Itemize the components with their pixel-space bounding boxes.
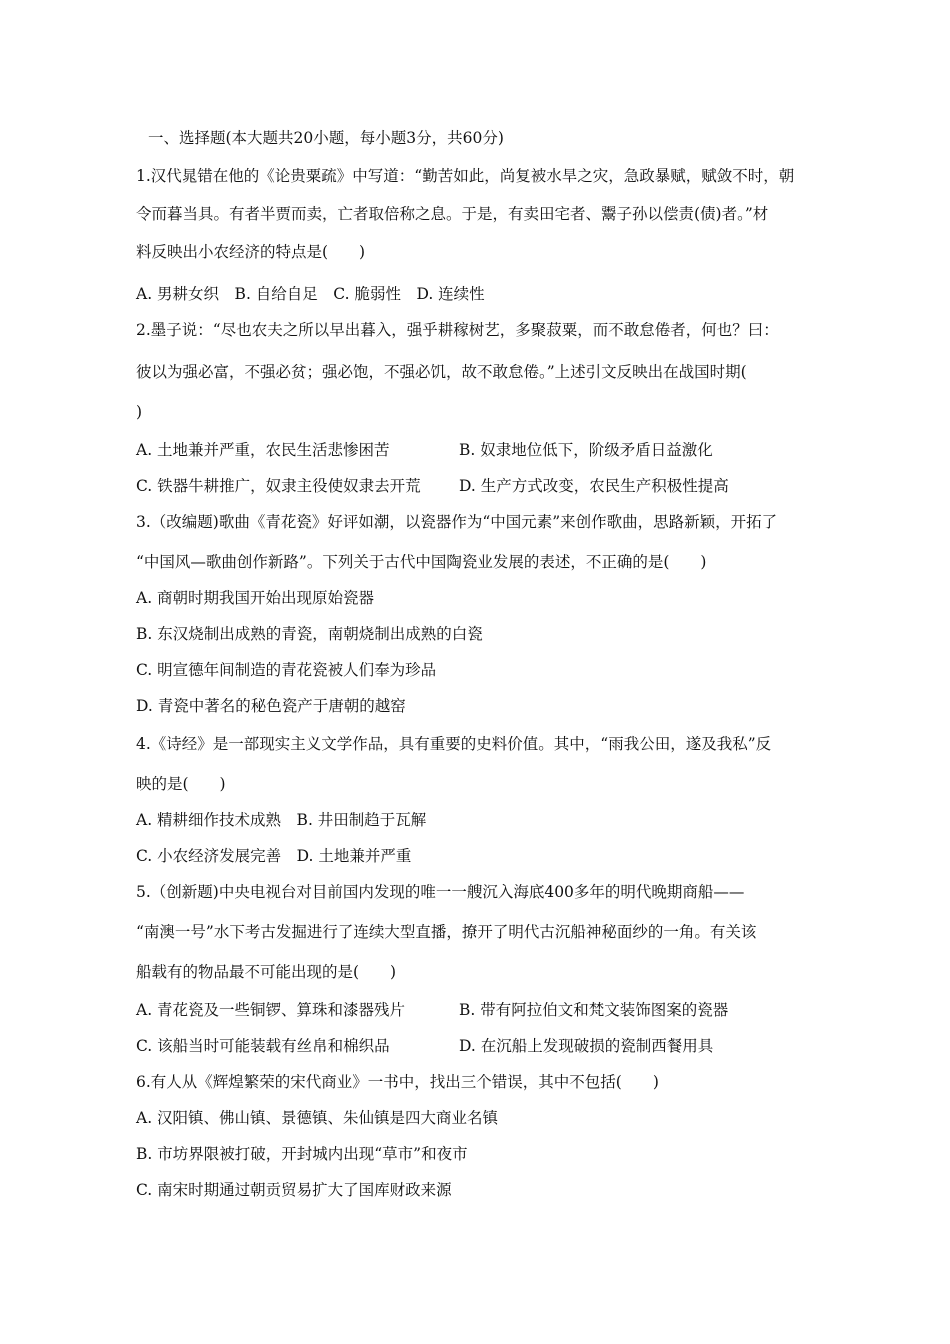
question-6-stem-line-1: 6.有人从《辉煌繁荣的宋代商业》一书中，找出三个错误，其中不包括( ) — [136, 1073, 659, 1091]
question-5-stem-line-3: 船载有的物品最不可能出现的是( ) — [136, 963, 397, 981]
question-6-option-b: B. 市坊界限被打破，开封城内出现“草市”和夜市 — [136, 1145, 468, 1163]
question-2-option-b: B. 奴隶地位低下，阶级矛盾日益激化 — [459, 441, 713, 459]
question-3-stem-line-1: 3.（改编题)歌曲《青花瓷》好评如潮，以瓷器作为“中国元素”来创作歌曲，思路新颖，开拓了 — [136, 513, 778, 531]
question-1-stem-line-2: 令而暮当具。有者半贾而卖，亡者取倍称之息。于是，有卖田宅者、鬻子孙以偿责(债)者。”材 — [136, 205, 769, 223]
question-5-option-b: B. 带有阿拉伯文和梵文装饰图案的瓷器 — [459, 1001, 729, 1019]
question-2-stem-line-1: 2.墨子说：“尽也农夫之所以早出暮入，强乎耕稼树艺，多聚菽粟，而不敢怠倦者，何也？曰： — [136, 321, 779, 339]
question-2-option-c: C. 铁器牛耕推广，奴隶主役使奴隶去开荒 — [136, 477, 421, 495]
question-1-stem-line-1: 1.汉代晁错在他的《论贵粟疏》中写道：“勤苦如此，尚复被水旱之灾，急政暴赋，赋敛不时，朝 — [136, 167, 795, 185]
question-5-option-c: C. 该船当时可能装载有丝帛和棉织品 — [136, 1037, 390, 1055]
question-5-stem-line-2: “南澳一号”水下考古发掘进行了连续大型直播，撩开了明代古沉船神秘面纱的一角。有关该 — [136, 923, 757, 941]
question-3-stem-line-2: “中国风—歌曲创作新路”。下列关于古代中国陶瓷业发展的表述，不正确的是( ) — [136, 553, 707, 571]
section-title: 一、选择题(本大题共20小题，每小题3分，共60分) — [148, 129, 504, 147]
question-2-options-row-1 — [136, 440, 713, 460]
question-2-option-a: A. 土地兼并严重，农民生活悲惨困苦 — [136, 441, 390, 459]
question-1-options: A. 男耕女织 B. 自给自足 C. 脆弱性 D. 连续性 — [136, 285, 485, 303]
question-3-option-d: D. 青瓷中著名的秘色瓷产于唐朝的越窑 — [136, 697, 406, 715]
question-6-option-c: C. 南宋时期通过朝贡贸易扩大了国库财政来源 — [136, 1181, 452, 1199]
question-1-stem-line-3: 料反映出小农经济的特点是( ) — [136, 243, 366, 261]
question-4-stem-line-2: 映的是( ) — [136, 775, 226, 793]
question-4-options-row-1: A. 精耕细作技术成熟 B. 井田制趋于瓦解 — [136, 811, 427, 829]
question-2-option-d: D. 生产方式改变，农民生产积极性提高 — [459, 477, 729, 495]
question-4-stem-line-1: 4.《诗经》是一部现实主义文学作品，具有重要的史料价值。其中，“雨我公田，遂及我私”反 — [136, 735, 772, 753]
question-3-option-c: C. 明宣德年间制造的青花瓷被人们奉为珍品 — [136, 661, 437, 679]
question-2-stem-line-2: 彼以为强必富，不强必贫；强必饱，不强必饥，故不敢怠倦。”上述引文反映出在战国时期( — [136, 363, 747, 381]
question-3-option-a: A. 商朝时期我国开始出现原始瓷器 — [136, 589, 375, 607]
question-5-stem-line-1: 5.（创新题)中央电视台对目前国内发现的唯一一艘沉入海底400多年的明代晚期商船—— — [136, 883, 745, 901]
question-5-option-a: A. 青花瓷及一些铜锣、算珠和漆器残片 — [136, 1001, 406, 1019]
question-2-options-row-2 — [136, 476, 729, 496]
question-3-option-b: B. 东汉烧制出成熟的青瓷，南朝烧制出成熟的白瓷 — [136, 625, 483, 643]
question-6-option-a: A. 汉阳镇、佛山镇、景德镇、朱仙镇是四大商业名镇 — [136, 1109, 499, 1127]
question-4-options-row-2: C. 小农经济发展完善 D. 土地兼并严重 — [136, 847, 412, 865]
question-2-stem-line-3: ) — [136, 403, 143, 421]
question-5-options-row-1 — [136, 1000, 728, 1020]
question-5-option-d: D. 在沉船上发现破损的瓷制西餐用具 — [459, 1037, 714, 1055]
question-5-options-row-2 — [136, 1036, 713, 1056]
